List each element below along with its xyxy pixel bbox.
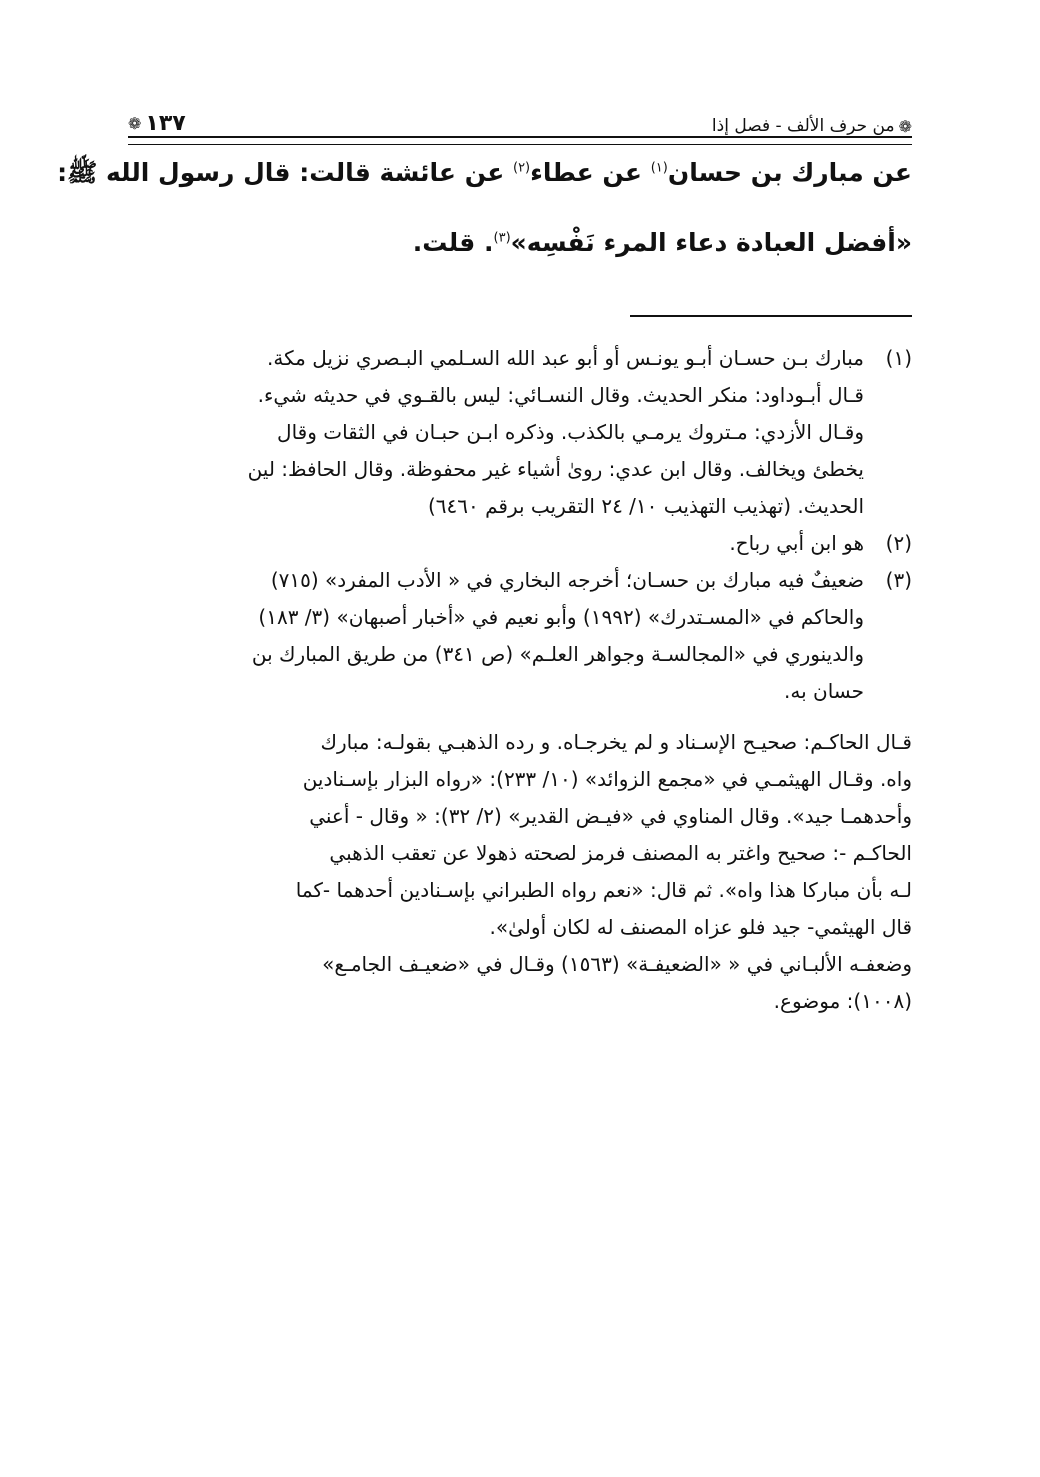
footnote-body bbox=[128, 525, 864, 562]
footnote-line: يخطئ ويخالف. وقال ابن عدي: روىٰ أشياء غير محفوظة. وقال الحافظ: لين bbox=[247, 457, 864, 481]
text-span: . قلت. bbox=[412, 228, 494, 257]
footnote-number: (٣) bbox=[885, 568, 912, 592]
paragraph-line: وضعفـه الألبـاني في « «الضعيفـة» (١٥٦٣) وقـال في «ضعيـف الجامـع» bbox=[322, 952, 912, 976]
hadith-quote: «أفضل العبادة دعاء المرء نَفْسِه» bbox=[510, 228, 912, 257]
footnote-line: مبارك بـن حسـان أبـو يونـس أو أبو عبد الله السـلمي البـصري نزيل مكة. bbox=[267, 346, 864, 370]
paragraph-line: وأحدهمـا جيد». وقال المناوي في «فيـض القدير» (٢/ ٣٢): « وقال - أعني bbox=[309, 804, 912, 828]
text-span: عن مبارك بن حسان bbox=[667, 158, 912, 187]
footnote-ref-1: (١) bbox=[650, 160, 668, 176]
footnote-2 bbox=[128, 525, 912, 562]
running-header bbox=[128, 96, 912, 136]
footnote-line: والدينوري في «المجالسـة وجواهر العلـم» (ص ٣٤١) من طريق المبارك بن bbox=[251, 642, 864, 666]
footnote-number: (١) bbox=[885, 346, 912, 370]
footnote-line: حسان به. bbox=[784, 679, 864, 703]
page-number: ١٣٧ bbox=[145, 111, 186, 136]
footnote-line: وقـال الأزدي: مـتروك يرمـي بالكذب. وذكره ابـن حبـان في الثقات وقال bbox=[277, 420, 864, 444]
paragraph-line: قـال الحاكـم: صحيـح الإسـناد و لم يخرجـاه. و رده الذهبـي بقولـه: مبارك bbox=[320, 730, 912, 754]
footnote-1 bbox=[128, 340, 912, 525]
footnote-ref-2: (٢) bbox=[512, 160, 531, 176]
footnote-line: الحديث. (تهذيب التهذيب ١٠/ ٢٤ التقريب برقم ٦٤٦٠) bbox=[427, 494, 864, 518]
main-text-line-1 bbox=[57, 152, 912, 194]
footnote-line: قـال أبـوداود: منكر الحديث. وقال النسـائي: ليس بالقـوي في حديثه شيء. bbox=[257, 383, 864, 407]
footnote-number: (٢) bbox=[885, 531, 912, 555]
footnote-3 bbox=[128, 562, 912, 710]
paragraph-line: (١٠٠٨): موضوع. bbox=[773, 989, 912, 1013]
main-text-line-2 bbox=[128, 222, 912, 264]
paragraph-line: لـه بأن مباركا هذا واه». ثم قال: «نعم رواه الطبراني بإسـنادين أحدهما -كما bbox=[295, 878, 912, 902]
footnote-paragraph-2 bbox=[128, 946, 912, 1020]
footnote-body bbox=[128, 562, 864, 710]
footnote-paragraph-1 bbox=[128, 724, 912, 946]
text-span: عن عطاء bbox=[530, 158, 651, 187]
text-span: عن عائشة قالت: قال رسول الله ﷺ: bbox=[57, 158, 513, 187]
footnotes bbox=[128, 340, 912, 1020]
footnote-body bbox=[128, 340, 864, 525]
paragraph-line: قال الهيثمي- جيد فلو عزاه المصنف له لكان أولىٰ». bbox=[489, 915, 912, 939]
chapter-title: من حرف الألف - فصل إذا bbox=[711, 116, 895, 136]
footnote-line: هو ابن أبي رباح. bbox=[729, 531, 864, 555]
footnote-line: والحاكم في «المسـتدرك» (١٩٩٢) وأبو نعيم في «أخبار أصبهان» (٣/ ١٨٣) bbox=[258, 605, 864, 629]
footnote-line: ضعيفٌ فيه مبارك بن حسـان؛ أخرجه البخاري في « الأدب المفرد» (٧١٥) bbox=[270, 568, 864, 592]
ornament-icon: ❁ bbox=[898, 116, 912, 136]
ornament-icon: ❁ bbox=[128, 114, 142, 133]
chapter-heading bbox=[712, 116, 912, 136]
footnote-separator bbox=[630, 315, 912, 317]
paragraph-line: واه. وقـال الهيثمـي في «مجمع الزوائد» (١٠/ ٢٣٣): «رواه البزار بإسـنادين bbox=[302, 767, 912, 791]
page-number-box bbox=[128, 111, 186, 136]
header-rule bbox=[128, 136, 912, 145]
footnote-ref-3: (٣) bbox=[493, 230, 511, 246]
paragraph-line: الحاكـم -: صحيح واغتر به المصنف فرمز لصحته ذهولا عن تعقب الذهبي bbox=[329, 841, 912, 865]
main-text bbox=[57, 152, 912, 264]
